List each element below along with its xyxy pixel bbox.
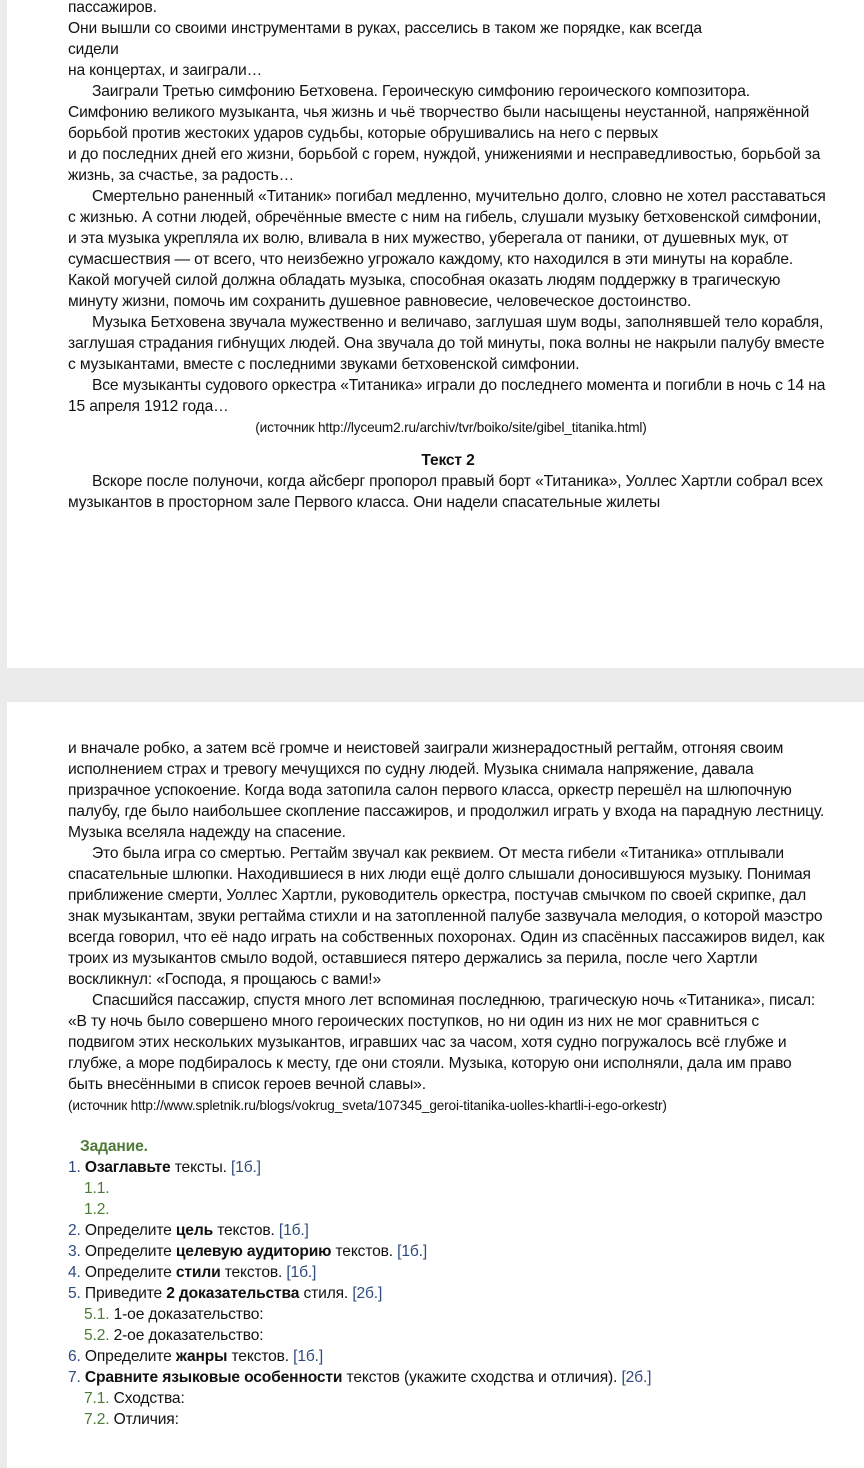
text-line: сидели — [68, 41, 119, 58]
task-item — [68, 1283, 828, 1304]
task-number: 2. — [68, 1222, 81, 1239]
task-text: текстов. — [220, 1264, 287, 1281]
task-keyword: 2 доказательства — [166, 1285, 300, 1302]
task-number: 1. — [68, 1159, 81, 1176]
paragraph: и вначале робко, а затем всё громче и неистовей заиграли жизнерадостный регтайм, отгоняя своим исполнением страх и тревогу мечущихся по судну людей. Музыка снимала напряжение, давала призрачное успокоение. Когда вода затопила салон первого класса, оркестр перешёл на шлюпочную палубу, где было наибольшее скопление пассажиров, и продолжил играть у входа на парадную лестницу. Музыка вселяла надежду на спасение. — [68, 740, 825, 841]
task-points: [1б.] — [278, 1222, 309, 1239]
task-points: [1б.] — [397, 1243, 428, 1260]
task-text: Сходства: — [113, 1390, 185, 1407]
task-subitem — [68, 1325, 828, 1346]
document-page-2 — [7, 702, 864, 1468]
paragraph: Спасшийся пассажир, спустя много лет вспоминая последнюю, трагическую ночь «Титаника», писал: «В ту ночь было совершено много героических поступков, но ни один из них не мог сравниться с подвигом этих нескольких музыкантов, игравших час за часом, хотя судно погружалось всё глубже и глубже, а море подбиралось к месту, где они стояли. Музыка, которую они исполняли, дала им право быть внесёнными в список героев вечной славы». — [68, 992, 816, 1093]
source-citation: (источник http://lyceum2.ru/archiv/tvr/boiko/site/gibel_titanika.html) — [255, 420, 647, 435]
task-number: 7.2. — [84, 1411, 110, 1428]
task-subitem — [68, 1304, 828, 1325]
paragraph: Это была игра со смертью. Регтайм звучал как реквием. От места гибели «Титаника» отплывали спасательные шлюпки. Находившиеся в них люди ещё долго слышали доносившуюся музыку. Понимая приближение смерти, Уоллес Хартли, руководитель оркестра, постучав смычком по своей скрипке, дал знак музыкантам, звуки регтайма стихли и на затопленной палубе зазвучала мелодия, о которой маэстро всегда говорил, что её надо играть на собственных похоронах. Один из спасённых пассажиров видел, как троих из музыкантов смыло водой, оставшиеся пятеро держались за перила, после чего Хартли воскликнул: «Господа, я прощаюсь с вами!» — [68, 845, 825, 988]
document-page-1 — [7, 0, 864, 668]
task-text: Определите — [84, 1243, 176, 1260]
paragraph: Музыка Бетховена звучала мужественно и величаво, заглушая шум воды, заполнявшей тело корабля, заглушая страдания гибнущих людей. Она звучала до той минуты, пока волны не накрыли палубу вместе с музыкантами, вместе с последними звуками бетховенской симфонии. — [68, 314, 825, 373]
task-subitem — [68, 1199, 828, 1220]
task-text: текстов. — [227, 1348, 294, 1365]
task-list — [68, 1157, 828, 1430]
task-text: стиля. — [299, 1285, 353, 1302]
text-line: Они вышли со своими инструментами в руках, расселись в таком же порядке, как всегда — [68, 20, 702, 37]
paragraph: Вскоре после полуночи, когда айсберг пропорол правый борт «Титаника», Уоллес Хартли собрал всех музыкантов в просторном зале Первого класса. Они надели спасательные жилеты — [68, 473, 823, 511]
task-subitem — [68, 1178, 828, 1199]
page-2-text — [68, 738, 828, 1430]
task-keyword: Озаглавьте — [84, 1159, 171, 1176]
task-item — [68, 1367, 828, 1388]
task-text: Приведите — [84, 1285, 167, 1302]
task-text: Определите — [84, 1222, 176, 1239]
task-text: Отличия: — [113, 1411, 179, 1428]
task-number: 1.1. — [84, 1180, 110, 1197]
task-text: текстов. — [213, 1222, 279, 1239]
task-keyword: цель — [175, 1222, 214, 1239]
task-text: тексты. — [170, 1159, 231, 1176]
task-item — [68, 1241, 828, 1262]
text-line: пассажиров. — [68, 0, 157, 16]
task-text: текстов (укажите сходства и отличия). — [342, 1369, 622, 1386]
task-number: 6. — [68, 1348, 81, 1365]
task-item — [68, 1157, 828, 1178]
task-keyword: Сравните языковые особенности — [84, 1369, 343, 1386]
paragraph: Все музыканты судового оркестра «Титаника» играли до последнего момента и погибли в ночь с 14 на 15 апреля 1912 года… — [68, 377, 826, 415]
task-number: 7.1. — [84, 1390, 110, 1407]
task-text: Определите — [84, 1348, 176, 1365]
task-points: [1б.] — [286, 1264, 317, 1281]
page-1-text — [68, 0, 828, 513]
task-number: 5.1. — [84, 1306, 110, 1323]
task-number: 7. — [68, 1369, 81, 1386]
task-item — [68, 1262, 828, 1283]
task-keyword: стили — [175, 1264, 221, 1281]
task-points: [1б.] — [293, 1348, 324, 1365]
task-number: 5.2. — [84, 1327, 110, 1344]
task-item — [68, 1220, 828, 1241]
task-text: Определите — [84, 1264, 176, 1281]
task-keyword: целевую аудиторию — [175, 1243, 332, 1260]
task-keyword: жанры — [175, 1348, 228, 1365]
source-citation: (источник http://www.spletnik.ru/blogs/vokrug_sveta/107345_geroi-titanika-uolles-khartli-i-ego-orkestr) — [68, 1098, 667, 1113]
task-subitem — [68, 1409, 828, 1430]
task-number: 3. — [68, 1243, 81, 1260]
text-2-heading: Текст 2 — [421, 452, 475, 469]
paragraph: и до последних дней его жизни, борьбой с горем, нуждой, унижениями и несправедливостью, борьбой за жизнь, за счастье, за радость… — [68, 146, 821, 184]
task-points: [2б.] — [352, 1285, 383, 1302]
task-points: [2б.] — [621, 1369, 652, 1386]
task-subitem — [68, 1388, 828, 1409]
task-item — [68, 1346, 828, 1367]
task-number: 1.2. — [84, 1201, 110, 1218]
task-text: текстов. — [331, 1243, 398, 1260]
task-text: 1-ое доказательство: — [113, 1306, 264, 1323]
task-number: 4. — [68, 1264, 81, 1281]
task-number: 5. — [68, 1285, 81, 1302]
task-points: [1б.] — [231, 1159, 261, 1176]
paragraph: Заиграли Третью симфонию Бетховена. Героическую симфонию героического композитора. Симфонию великого музыканта, чья жизнь и чьё творчество были насыщены неустанной, напряжённой борьбой против жестоких ударов судьбы, которые обрушивались на него с первых — [68, 83, 810, 142]
task-text: 2-ое доказательство: — [113, 1327, 264, 1344]
text-line: на концертах, и заиграли… — [68, 62, 263, 79]
paragraph: Смертельно раненный «Титаник» погибал медленно, мучительно долго, словно не хотел расставаться с жизнью. А сотни людей, обречённые вместе с ним на гибель, слушали музыку бетховенской симфонии, и эта музыка укрепляла их волю, вливала в них мужество, уберегала от паники, от душевных мук, от сумасшествия — от всего, что неизбежно угрожало каждому, кто находился в эти минуты на корабле. Какой могучей силой должна обладать музыка, способная оказать людям поддержку в трагическую минуту жизни, помочь им сохранить душевное равновесие, человеческое достоинство. — [68, 188, 826, 310]
task-title: Задание. — [80, 1138, 148, 1155]
